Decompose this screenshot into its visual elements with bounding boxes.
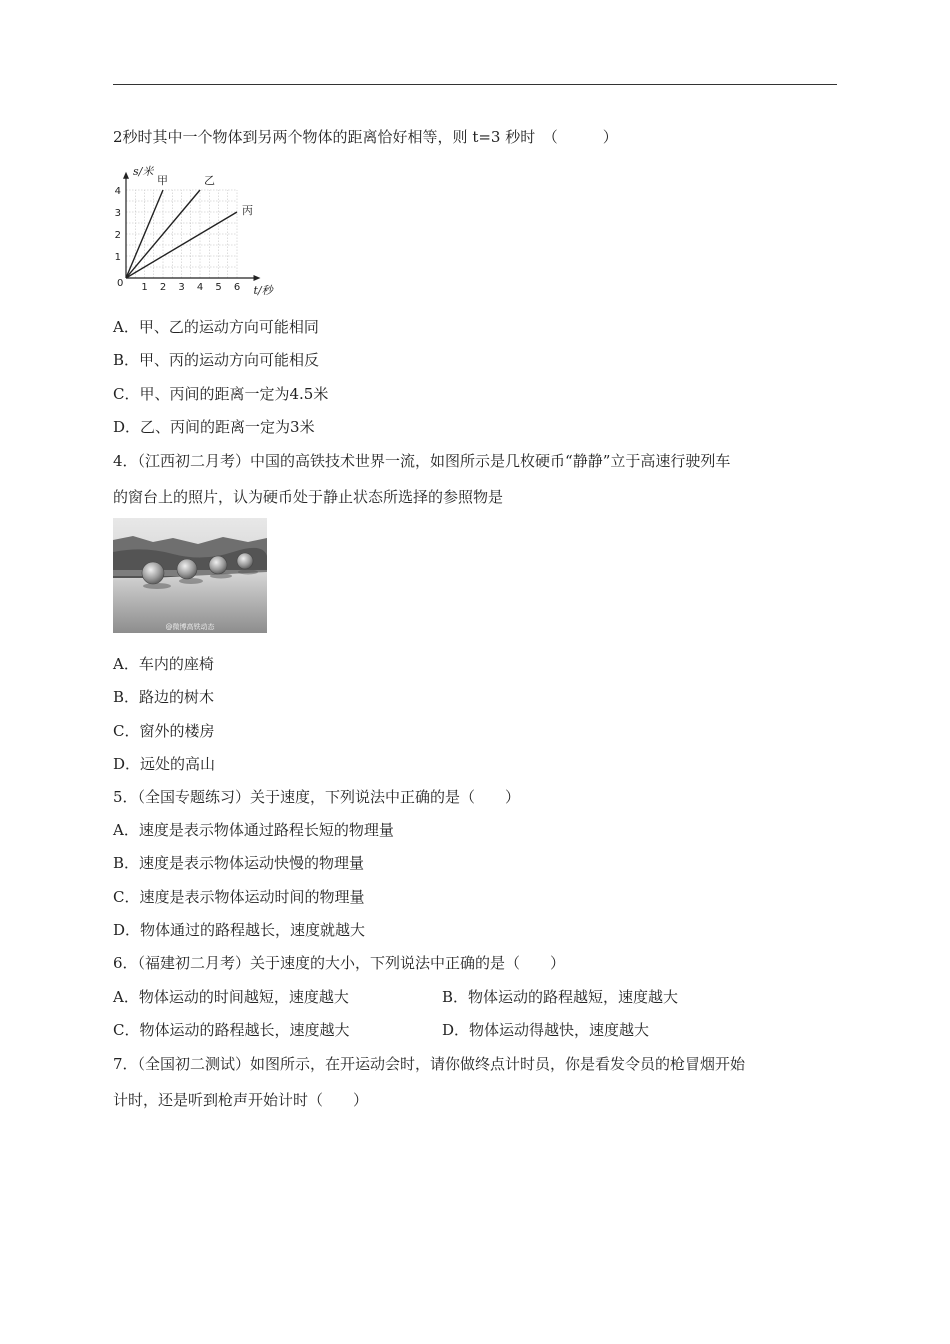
x-tick-label: 1 bbox=[141, 282, 148, 293]
q3-option-c[interactable]: C．甲、丙间的距离一定为4.5米 bbox=[113, 385, 329, 403]
series-label-2: 乙 bbox=[204, 174, 215, 187]
y-tick-label: 4 bbox=[114, 186, 121, 197]
y-axis-label: s/米 bbox=[133, 164, 154, 178]
q3-stem: 2秒时其中一个物体到另两个物体的距离恰好相等，则 t=3 秒时 （ ） bbox=[113, 128, 618, 146]
q3-option-d[interactable]: D．乙、丙间的距离一定为3米 bbox=[113, 418, 315, 436]
x-tick-label: 5 bbox=[215, 282, 222, 293]
q5-option-d[interactable]: D．物体通过的路程越长，速度就越大 bbox=[113, 921, 366, 939]
chart-series bbox=[126, 174, 253, 278]
q4-coins-on-train-window-photo bbox=[113, 518, 267, 633]
q4-option-c[interactable]: C．窗外的楼房 bbox=[113, 722, 215, 740]
x-tick-label: 6 bbox=[233, 282, 241, 293]
x-tick-label: 2 bbox=[159, 282, 167, 293]
q5-option-a[interactable]: A．速度是表示物体通过路程长短的物理量 bbox=[113, 821, 394, 839]
x-axis-label: t/秒 bbox=[253, 284, 273, 297]
q7-stem-line1: 7．（全国初二测试）如图所示，在开运动会时，请你做终点计时员，你是看发令员的枪冒烟开始 bbox=[113, 1055, 746, 1073]
q6-option-a[interactable]: A．物体运动的时间越短，速度越大 bbox=[113, 988, 349, 1006]
chart-ticks bbox=[115, 186, 241, 293]
q5-option-b[interactable]: B．速度是表示物体运动快慢的物理量 bbox=[113, 854, 365, 872]
y-tick-label: 1 bbox=[114, 252, 121, 263]
x-tick-label: 3 bbox=[178, 282, 185, 293]
series-label-1: 甲 bbox=[157, 174, 168, 187]
photo-caption: @微博高铁动态 bbox=[165, 623, 215, 631]
y-tick-label: 2 bbox=[114, 230, 121, 241]
q6-stem: 6．（福建初二月考）关于速度的大小，下列说法中正确的是（ ） bbox=[113, 954, 566, 972]
q3-option-b[interactable]: B．甲、丙的运动方向可能相反 bbox=[113, 351, 320, 369]
q5-option-c[interactable]: C．速度是表示物体运动时间的物理量 bbox=[113, 888, 365, 906]
y-tick-label: 3 bbox=[114, 208, 121, 219]
q6-option-c[interactable]: C．物体运动的路程越长，速度越大 bbox=[113, 1021, 350, 1039]
chart-grid bbox=[126, 190, 237, 278]
x-tick-label: 4 bbox=[196, 282, 204, 293]
q7-stem-line2: 计时，还是听到枪声开始计时（ ） bbox=[113, 1091, 369, 1109]
q4-option-d[interactable]: D．远处的高山 bbox=[113, 755, 216, 773]
q4-option-b[interactable]: B．路边的树木 bbox=[113, 688, 215, 706]
x-axis-arrow bbox=[254, 275, 261, 281]
q6-option-b[interactable]: B．物体运动的路程越短，速度越大 bbox=[442, 988, 679, 1006]
header-rule bbox=[113, 84, 837, 85]
y-axis-arrow bbox=[123, 172, 129, 179]
q6-option-d[interactable]: D．物体运动得越快，速度越大 bbox=[442, 1021, 650, 1039]
q4-stem-line1: 4．（江西初二月考）中国的高铁技术世界一流，如图所示是几枚硬币“静静”立于高速行驶列车 bbox=[113, 452, 731, 470]
series-label-3: 丙 bbox=[242, 204, 253, 217]
q4-option-a[interactable]: A．车内的座椅 bbox=[113, 655, 214, 673]
q3-option-a[interactable]: A．甲、乙的运动方向可能相同 bbox=[113, 318, 319, 336]
q4-stem-line2: 的窗台上的照片，认为硬币处于静止状态所选择的参照物是 bbox=[113, 488, 504, 506]
chart-axes bbox=[114, 164, 275, 297]
q3-distance-time-chart bbox=[108, 155, 293, 297]
origin-label: 0 bbox=[117, 278, 124, 289]
q5-stem: 5．（全国专题练习）关于速度，下列说法中正确的是（ ） bbox=[113, 788, 521, 806]
